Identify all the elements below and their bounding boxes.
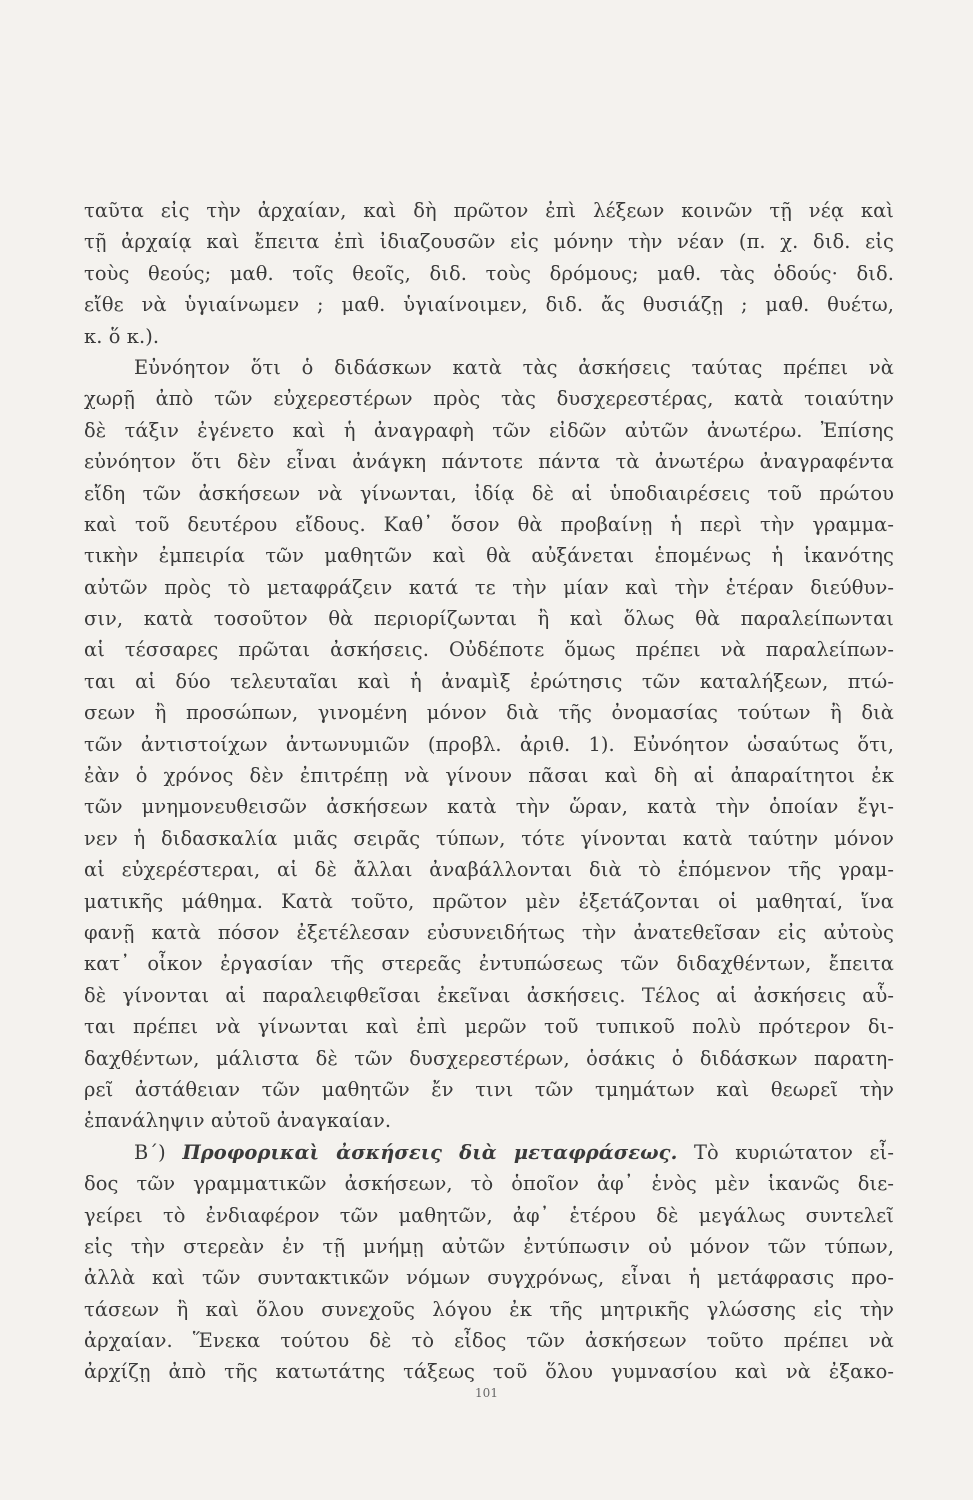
text-line: ται αἱ δύο τελευταῖαι καὶ ἡ ἀναμὶξ ἐρώτησις τῶν καταλήξεων, πτώ- bbox=[84, 669, 894, 693]
text-line: γείρει τὸ ἐνδιαφέρον τῶν μαθητῶν, ἀφ᾽ ἑτέρου δὲ μεγάλως συντελεῖ bbox=[84, 1203, 894, 1227]
text-line bbox=[84, 1137, 894, 1168]
text-line: δος τῶν γραμματικῶν ἀσκήσεων, τὸ ὁποῖον ἀφ᾽ ἑνὸς μὲν ἱκανῶς διε- bbox=[84, 1172, 894, 1196]
text-line: ρεῖ ἀστάθειαν τῶν μαθητῶν ἔν τινι τῶν τμημάτων καὶ θεωρεῖ τὴν bbox=[84, 1077, 894, 1101]
text-line: τῶν μνημονευθεισῶν ἀσκήσεων κατὰ τὴν ὥραν, κατὰ τὴν ὁποίαν ἔγι- bbox=[84, 795, 894, 819]
text-line: εἴθε νὰ ὑγιαίνωμεν ; μαθ. ὑγιαίνοιμεν, διδ. ἄς θυσιάζῃ ; μαθ. θυέτω, bbox=[84, 293, 894, 317]
page-number: 101 bbox=[475, 1386, 498, 1400]
text-line: Εὐνόητον ὅτι ὁ διδάσκων κατὰ τὰς ἀσκήσεις ταύτας πρέπει νὰ bbox=[134, 355, 894, 379]
text-line: σεων ἢ προσώπων, γινομένη μόνον διὰ τῆς ὀνομασίας τούτων ἢ διὰ bbox=[84, 701, 894, 725]
section-label: Β΄) bbox=[134, 1140, 183, 1164]
text-line: τάσεων ἢ καὶ ὅλου συνεχοῦς λόγου ἐκ τῆς μητρικῆς γλώσσης εἰς τὴν bbox=[84, 1297, 894, 1321]
text-line: ἀρχίζῃ ἀπὸ τῆς κατωτάτης τάξεως τοῦ ὅλου γυμνασίου καὶ νὰ ἐξακο- bbox=[84, 1360, 894, 1384]
text-line: νεν ἡ διδασκαλία μιᾶς σειρᾶς τύπων, τότε γίνονται κατὰ ταύτην μόνον bbox=[84, 826, 894, 850]
text-line: εἴδη τῶν ἀσκήσεων νὰ γίνωνται, ἰδίᾳ δὲ αἱ ὑποδιαιρέσεις τοῦ πρώτου bbox=[84, 481, 894, 505]
text-line: εὐνόητον ὅτι δὲν εἶναι ἀνάγκη πάντοτε πάντα τὰ ἀνωτέρω ἀναγραφέντα bbox=[84, 450, 894, 474]
text-line: καὶ τοῦ δευτέρου εἴδους. Καθ᾽ ὅσον θὰ προβαίνῃ ἡ περὶ τὴν γραμμα- bbox=[84, 512, 894, 536]
text-line: δαχθέντων, μάλιστα δὲ τῶν δυσχερεστέρων, ὁσάκις ὁ διδάσκων παρατη- bbox=[84, 1046, 894, 1070]
text-line: τῶν ἀντιστοίχων ἀντωνυμιῶν (προβλ. ἀριθ. 1). Εὐνόητον ὡσαύτως ὅτι, bbox=[84, 732, 894, 756]
text-line: φανῇ κατὰ πόσον ἐξετέλεσαν εὐσυνειδήτως τὴν ἀνατεθεῖσαν εἰς αὐτοὺς bbox=[84, 920, 894, 944]
text-line: κατ᾽ οἶκον ἐργασίαν τῆς στερεᾶς ἐντυπώσεως τῶν διδαχθέντων, ἔπειτα bbox=[84, 952, 894, 976]
text-line: ταῦτα εἰς τὴν ἀρχαίαν, καὶ δὴ πρῶτον ἐπὶ λέξεων κοινῶν τῇ νέᾳ καὶ bbox=[84, 199, 894, 222]
text-line: τοὺς θεούς; μαθ. τοῖς θεοῖς, διδ. τοὺς δρόμους; μαθ. τὰς ὁδούς· διδ. bbox=[84, 261, 894, 285]
text-line: κ. ὅ κ.). bbox=[84, 324, 160, 348]
text-line: δὲ τάξιν ἐγένετο καὶ ἡ ἀναγραφὴ τῶν εἰδῶν αὐτῶν ἀνωτέρω. Ἐπίσης bbox=[84, 418, 894, 442]
section-text: Τὸ κυριώτατον εἶ- bbox=[677, 1140, 894, 1164]
text-line: ἀρχαίαν. Ἕνεκα τούτου δὲ τὸ εἶδος τῶν ἀσκήσεων τοῦτο πρέπει νὰ bbox=[84, 1329, 894, 1353]
text-line: ἀλλὰ καὶ τῶν συντακτικῶν νόμων συγχρόνως, εἶναι ἡ μετάφρασις προ- bbox=[84, 1266, 894, 1290]
text-line: δὲ γίνονται αἱ παραλειφθεῖσαι ἐκεῖναι ἀσκήσεις. Τέλος αἱ ἀσκήσεις αὗ- bbox=[84, 983, 894, 1007]
text-line: ἐπανάληψιν αὐτοῦ ἀναγκαίαν. bbox=[84, 1109, 392, 1133]
text-line: αἱ τέσσαρες πρῶται ἀσκήσεις. Οὐδέποτε ὅμως πρέπει νὰ παραλείπων- bbox=[84, 638, 894, 662]
text-line: ται πρέπει νὰ γίνωνται καὶ ἐπὶ μερῶν τοῦ τυπικοῦ πολὺ πρότερον δι- bbox=[84, 1015, 894, 1039]
text-line: σιν, κατὰ τοσοῦτον θὰ περιορίζωνται ἢ καὶ ὅλως θὰ παραλείπωνται bbox=[84, 607, 894, 631]
text-line: ἐὰν ὁ χρόνος δὲν ἐπιτρέπῃ νὰ γίνουν πᾶσαι καὶ δὴ αἱ ἀπαραίτητοι ἐκ bbox=[84, 764, 894, 788]
text-line: ματικῆς μάθημα. Κατὰ τοῦτο, πρῶτον μὲν ἐξετάζονται οἱ μαθηταί, ἵνα bbox=[84, 889, 894, 913]
text-line: αἱ εὐχερέστεραι, αἱ δὲ ἄλλαι ἀναβάλλονται διὰ τὸ ἑπόμενον τῆς γραμ- bbox=[84, 858, 894, 882]
text-line: τῇ ἀρχαίᾳ καὶ ἔπειτα ἐπὶ ἰδιαζουσῶν εἰς μόνην τὴν νέαν (π. χ. διδ. εἰς bbox=[84, 230, 894, 254]
text-line: αὐτῶν πρὸς τὸ μεταφράζειν κατά τε τὴν μίαν καὶ τὴν ἑτέραν διεύθυν- bbox=[84, 575, 894, 599]
text-line: εἰς τὴν στερεὰν ἐν τῇ μνήμῃ αὐτῶν ἐντύπωσιν οὐ μόνον τῶν τύπων, bbox=[84, 1234, 894, 1258]
text-line: χωρῇ ἀπὸ τῶν εὐχερεστέρων πρὸς τὰς δυσχερεστέρας, κατὰ τοιαύτην bbox=[84, 387, 894, 411]
section-heading: Προφορικαὶ ἀσκήσεις διὰ μεταφράσεως. bbox=[182, 1140, 678, 1164]
text-line: τικὴν ἐμπειρία τῶν μαθητῶν καὶ θὰ αὐξάνεται ἑπομένως ἡ ἱκανότης bbox=[84, 544, 894, 568]
body-text bbox=[84, 195, 894, 1388]
